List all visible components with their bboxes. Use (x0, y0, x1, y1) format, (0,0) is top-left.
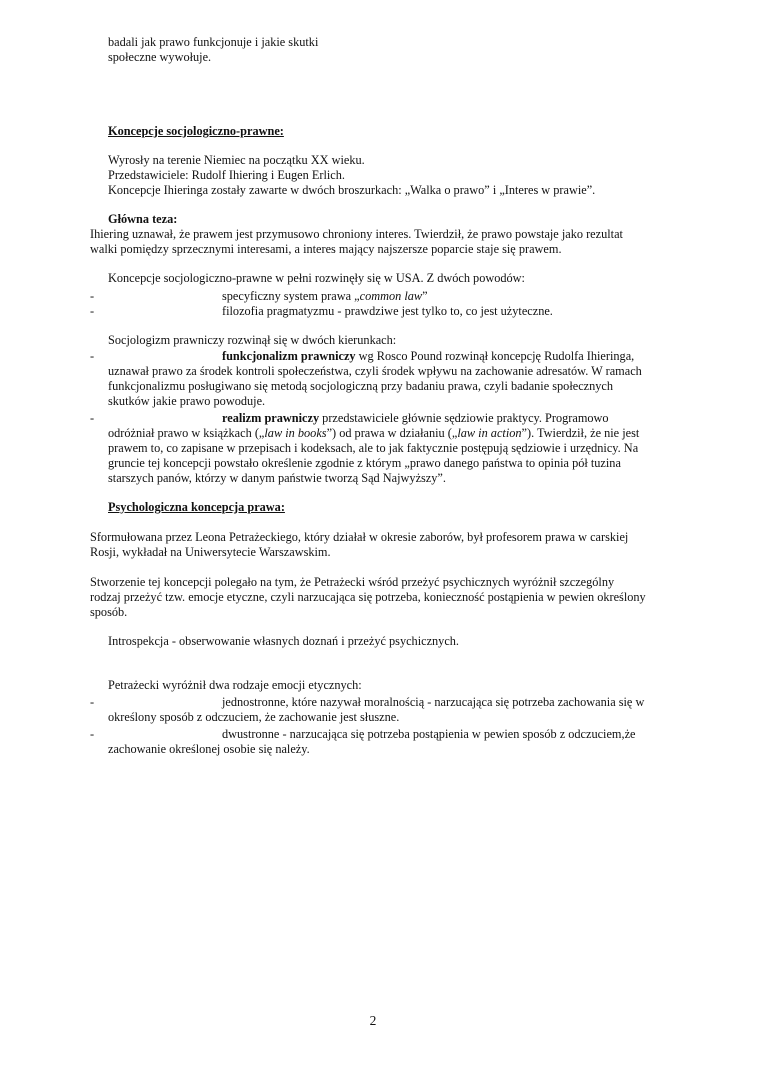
realism-l2-a: odróżniał prawo w książkach („ (108, 426, 265, 440)
page-number: 2 (369, 1013, 377, 1028)
realism-line-1 (222, 411, 609, 426)
realism-term: realizm prawniczy (222, 411, 320, 425)
usa-paragraph: Koncepcje socjologiczno-prawne w pełni rozwinęły się w USA. Z dwóch powodów: (108, 271, 525, 285)
bullet-dash: - (90, 349, 95, 363)
intro-line-1: badali jak prawo funkcjonuje i jakie skutki (108, 35, 319, 49)
functionalism-text: wg Rosco Pound rozwinął koncepcję Rudolfa Ihieringa, (355, 349, 635, 363)
emotion-1-line-1: jednostronne, które nazywał moralnością - narzucająca się potrzeba zachowania się w (222, 695, 645, 709)
bullet-dash: - (90, 695, 95, 709)
thesis-heading: Główna teza: (108, 212, 178, 226)
reason-1-suffix: ” (422, 289, 428, 303)
socio-brochures: Koncepcje Ihieringa zostały zawarte w dwóch broszurkach: „Walka o prawo” i „Interes w prawie”. (108, 183, 596, 197)
bullet-dash: - (90, 289, 95, 303)
realism-line-5: starszych panów, którzy w danym państwie tworzą Sąd Najwyższy”. (108, 471, 446, 485)
bullet-dash: - (90, 727, 95, 741)
realism-text: przedstawiciele głównie sędziowie praktycy. Programowo (319, 411, 609, 425)
bullet-dash: - (90, 411, 95, 425)
psych-p2-line-1: Stworzenie tej koncepcji polegało na tym, że Petrażecki wśród przeżyć psychicznych wyróżnił szczególny (90, 575, 615, 589)
reason-2: filozofia pragmatyzmu - prawdziwe jest tylko to, co jest użyteczne. (222, 304, 553, 318)
law-in-action: law in action (457, 426, 522, 440)
emotion-1-line-2: określony sposób z odczuciem, że zachowanie jest słuszne. (108, 710, 400, 724)
law-in-books: law in books (264, 426, 327, 440)
thesis-line-1: Ihiering uznawał, że prawem jest przymusowo chroniony interes. Twierdził, że prawo powstaje jako rezultat (90, 227, 623, 241)
reason-1-italic: common law (359, 289, 423, 303)
section-heading-psych: Psychologiczna koncepcja prawa: (108, 500, 285, 514)
realism-line-2 (108, 426, 673, 441)
realism-l2-b: ”) od prawa w działaniu („ (326, 426, 458, 440)
psych-p2-line-3: sposób. (90, 605, 128, 619)
psych-p2-line-2: rodzaj przeżyć tzw. emocje etyczne, czyli narzucająca się potrzeba, konieczność postąpienia w pewien określony (90, 590, 646, 604)
section-heading-socio: Koncepcje socjologiczno-prawne: (108, 124, 284, 138)
reason-1-prefix: specyficzny system prawa „ (222, 289, 360, 303)
socio-representatives: Przedstawiciele: Rudolf Ihiering i Eugen Erlich. (108, 168, 345, 182)
realism-line-4: gruncie tej koncepcji powstało określenie zgodnie z którym „prawo danego państwa to opinia pół tuzina (108, 456, 621, 470)
two-kinds-paragraph: Petrażecki wyróżnił dwa rodzaje emocji etycznych: (108, 678, 362, 692)
psych-p1-line-1: Sformułowana przez Leona Petrażeckiego, który działał w okresie zaborów, był profesorem prawa w carskiej (90, 530, 629, 544)
directions-paragraph: Socjologizm prawniczy rozwinął się w dwóch kierunkach: (108, 333, 397, 347)
bullet-dash: - (90, 304, 95, 318)
realism-l2-c: ”). Twierdził, że nie jest (521, 426, 640, 440)
reason-1 (222, 289, 428, 304)
functionalism-line-1 (222, 349, 634, 364)
emotion-2-line-2: zachowanie określonej osobie się należy. (108, 742, 310, 756)
functionalism-line-4: skutków jakie prawo powoduje. (108, 394, 266, 408)
realism-line-3: prawem to, co zapisane w przepisach i kodeksach, ale to jak faktycznie postępują sędziowie i urzędnicy. Na (108, 441, 639, 455)
socio-origin: Wyrosły na terenie Niemiec na początku XX wieku. (108, 153, 365, 167)
functionalism-term: funkcjonalizm prawniczy (222, 349, 356, 363)
functionalism-line-2: uznawał prawo za środek kontroli społeczeństwa, czyli środek wpływu na zachowanie adresatów. W ramach (108, 364, 642, 378)
introspection-paragraph: Introspekcja - obserwowanie własnych doznań i przeżyć psychicznych. (108, 634, 460, 648)
intro-line-2: społeczne wywołuje. (108, 50, 212, 64)
emotion-2-line-1: dwustronne - narzucająca się potrzeba postąpienia w pewien sposób z odczuciem,że (222, 727, 636, 741)
thesis-line-2: walki pomiędzy sprzecznymi interesami, a interes mający najszersze poparcie staje się prawem. (90, 242, 562, 256)
functionalism-line-3: funkcjonalizmu posługiwano się metodą socjologiczną przy badaniu prawa, czyli badanie społecznych (108, 379, 614, 393)
psych-p1-line-2: Rosji, wykładał na Uniwersytecie Warszawskim. (90, 545, 331, 559)
